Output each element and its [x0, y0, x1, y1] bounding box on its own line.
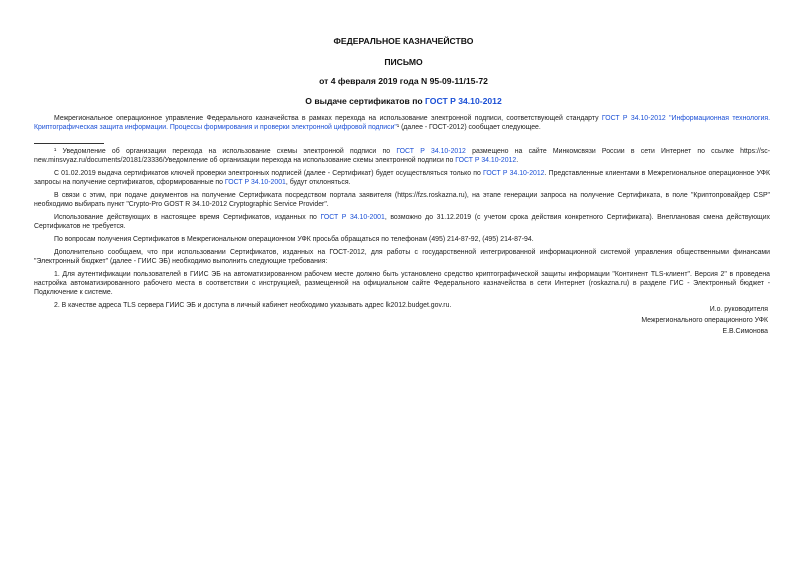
p1-gost-2012-link[interactable]: ГОСТ Р 34.10-2012 — [483, 170, 545, 177]
footnote-gost-link-1[interactable]: ГОСТ Р 34.10-2012 — [396, 148, 466, 155]
footnote-text-3: . — [516, 157, 519, 164]
paragraph-7: 2. В качестве адреса TLS сервера ГИИС ЭБ и доступа в личный кабинет необходимо указывать адрес lk2012.budget.gov.ru. — [54, 302, 452, 309]
doc-type: ПИСЬМО — [384, 57, 423, 67]
footnote-text-1: ¹ Уведомление об организации перехода на использование схемы электронной подписи по — [54, 148, 397, 155]
intro-text-1: Межрегиональное операционное управление Федерального казначейства в рамках перехода на использование электронной подписи, соответствующей стандарту — [54, 115, 602, 122]
p1-text-1: С 01.02.2019 выдача сертификатов ключей проверки электронных подписей (далее - Сертификат) будет осуществляться только по — [54, 170, 484, 177]
p1-text-3: , будут отклоняться. — [285, 179, 351, 186]
footnote-text-2: размещено на сайте Минкомсвязи России в сети Интернет по ссылке https://sc-new.minsvyaz.ru/documents/20181/23336/Уведомление об организации перехода на использование схемы электронной подписи по — [34, 148, 771, 164]
paragraph-1 — [34, 169, 770, 187]
p3-text-1: Использование действующих в настоящее время Сертификатов, изданных по — [54, 214, 321, 221]
signature-name: Е.В.Симонова — [722, 328, 768, 335]
subject-link[interactable]: ГОСТ Р 34.10-2012 — [425, 96, 502, 106]
p1-text-2: . Представленные клиентами в Межрегиональное операционное УФК запросы на получение сертификатов, сформированные по — [34, 170, 771, 186]
paragraph-3 — [34, 213, 770, 231]
agency-title: ФЕДЕРАЛЬНОЕ КАЗНАЧЕЙСТВО — [333, 36, 474, 46]
subject-line — [0, 96, 807, 106]
signature-block — [641, 304, 768, 337]
signature-position: И.о. руководителя — [709, 306, 768, 313]
p3-text-2: , возможно до 31.12.2019 (с учетом срока действия конкретного Сертификата). Внеплановая смена действующих Сертификатов не требуется. — [34, 214, 770, 230]
p1-gost-2001-link[interactable]: ГОСТ Р 34.10-2001 — [224, 179, 286, 186]
intro-paragraph — [34, 114, 770, 132]
paragraph-2: В связи с этим, при подаче документов на получение Сертификата посредством портала заявителя (https://fzs.roskazna.ru), на этапе генерации запроса на получение Сертификата, в поле "Криптопровайдер CSP" необходимо выбирать пункт "Crypto-Pro GOST R 34.10-2012 Cryptographic Service Provider". — [34, 192, 770, 208]
footnote-gost-link-2[interactable]: ГОСТ Р 34.10-2012 — [455, 157, 517, 164]
intro-text-2: ¹ (далее - ГОСТ-2012) сообщает следующее. — [396, 124, 541, 131]
paragraph-5: Дополнительно сообщаем, что при использовании Сертификатов, изданных на ГОСТ-2012, для работы с государственной интегрированной информационной системой управления общественными финансами "Электронный бюджет" (далее - ГИИС ЭБ) необходимо выполнить следующие требования: — [34, 249, 770, 265]
signature-department: Межрегионального операционного УФК — [641, 317, 768, 324]
footnote-divider — [34, 143, 104, 144]
gost-2012-title-link[interactable]: ГОСТ Р 34.10-2012 "Информационная технология. Криптографическая защита информации. Процессы формирования и проверки электронной цифровой подписи" — [34, 115, 770, 131]
main-body — [34, 147, 770, 310]
paragraph-6: 1. Для аутентификации пользователей в ГИИС ЭБ на автоматизированном рабочем месте должно быть установлено средство криптографической защиты информации "Континент TLS-клиент". Версия 2" в проведена настройка автоматизированного рабочего места в соответствии с инструкцией, размещенной на официальном сайте Федерального казначейства в сети Интернет (roskazna.ru) в разделе ГИС - Электронный бюджет - Подключение к системе. — [34, 271, 770, 296]
subject-prefix: О выдаче сертификатов по — [305, 96, 426, 106]
date-number: от 4 февраля 2019 года N 95-09-11/15-72 — [319, 76, 488, 86]
p3-gost-2001-link[interactable]: ГОСТ Р 34.10-2001 — [320, 214, 385, 221]
footnote — [34, 147, 770, 165]
paragraph-4: По вопросам получения Сертификатов в Межрегиональном операционном УФК просьба обращаться по телефонам (495) 214-87-92, (495) 214-87-94. — [54, 236, 534, 243]
